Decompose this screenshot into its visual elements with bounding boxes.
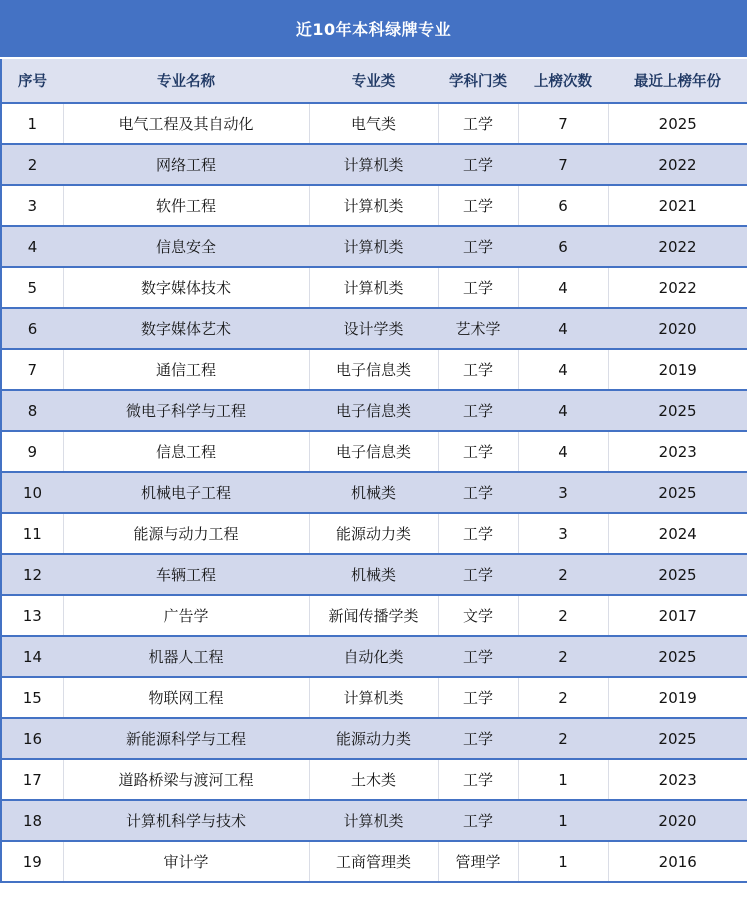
table-row <box>1 226 747 267</box>
row-index-cell: 1 <box>1 103 63 144</box>
table-row <box>1 718 747 759</box>
row-index-cell: 17 <box>1 759 63 800</box>
row-index-cell: 7 <box>1 349 63 390</box>
major-name-cell: 机械电子工程 <box>63 472 309 513</box>
majors-table-body <box>1 103 747 882</box>
row-index-cell: 15 <box>1 677 63 718</box>
table-row <box>1 185 747 226</box>
row-index-cell: 14 <box>1 636 63 677</box>
times-listed-cell: 4 <box>518 349 608 390</box>
recent-year-cell: 2022 <box>608 226 747 267</box>
major-name-cell: 新能源科学与工程 <box>63 718 309 759</box>
header-recent-year: 最近上榜年份 <box>608 59 747 103</box>
header-index: 序号 <box>1 59 63 103</box>
discipline-cell: 艺术学 <box>438 308 518 349</box>
recent-year-cell: 2025 <box>608 554 747 595</box>
discipline-cell: 工学 <box>438 677 518 718</box>
recent-year-cell: 2019 <box>608 349 747 390</box>
major-name-cell: 信息安全 <box>63 226 309 267</box>
major-name-cell: 车辆工程 <box>63 554 309 595</box>
major-class-cell: 计算机类 <box>309 185 438 226</box>
table-row <box>1 841 747 882</box>
table-row <box>1 513 747 554</box>
times-listed-cell: 1 <box>518 759 608 800</box>
table-row <box>1 349 747 390</box>
table-row <box>1 308 747 349</box>
major-class-cell: 计算机类 <box>309 800 438 841</box>
discipline-cell: 工学 <box>438 144 518 185</box>
recent-year-cell: 2023 <box>608 759 747 800</box>
row-index-cell: 12 <box>1 554 63 595</box>
major-class-cell: 电子信息类 <box>309 349 438 390</box>
row-index-cell: 4 <box>1 226 63 267</box>
major-name-cell: 机器人工程 <box>63 636 309 677</box>
times-listed-cell: 2 <box>518 554 608 595</box>
row-index-cell: 11 <box>1 513 63 554</box>
major-class-cell: 能源动力类 <box>309 718 438 759</box>
header-times-listed: 上榜次数 <box>518 59 608 103</box>
table-row <box>1 431 747 472</box>
row-index-cell: 16 <box>1 718 63 759</box>
major-name-cell: 广告学 <box>63 595 309 636</box>
major-class-cell: 设计学类 <box>309 308 438 349</box>
major-class-cell: 能源动力类 <box>309 513 438 554</box>
major-name-cell: 计算机科学与技术 <box>63 800 309 841</box>
major-class-cell: 电子信息类 <box>309 390 438 431</box>
discipline-cell: 工学 <box>438 226 518 267</box>
times-listed-cell: 2 <box>518 718 608 759</box>
discipline-cell: 工学 <box>438 267 518 308</box>
discipline-cell: 文学 <box>438 595 518 636</box>
row-index-cell: 18 <box>1 800 63 841</box>
major-class-cell: 电气类 <box>309 103 438 144</box>
discipline-cell: 工学 <box>438 554 518 595</box>
discipline-cell: 工学 <box>438 349 518 390</box>
times-listed-cell: 7 <box>518 144 608 185</box>
major-name-cell: 数字媒体技术 <box>63 267 309 308</box>
times-listed-cell: 3 <box>518 513 608 554</box>
major-class-cell: 机械类 <box>309 472 438 513</box>
table-title: 近10年本科绿牌专业 <box>295 20 452 39</box>
discipline-cell: 工学 <box>438 185 518 226</box>
recent-year-cell: 2025 <box>608 103 747 144</box>
major-class-cell: 计算机类 <box>309 267 438 308</box>
discipline-cell: 管理学 <box>438 841 518 882</box>
major-name-cell: 审计学 <box>63 841 309 882</box>
times-listed-cell: 6 <box>518 226 608 267</box>
major-class-cell: 计算机类 <box>309 144 438 185</box>
discipline-cell: 工学 <box>438 718 518 759</box>
discipline-cell: 工学 <box>438 759 518 800</box>
row-index-cell: 6 <box>1 308 63 349</box>
recent-year-cell: 2021 <box>608 185 747 226</box>
major-name-cell: 通信工程 <box>63 349 309 390</box>
discipline-cell: 工学 <box>438 103 518 144</box>
times-listed-cell: 3 <box>518 472 608 513</box>
major-name-cell: 网络工程 <box>63 144 309 185</box>
times-listed-cell: 4 <box>518 431 608 472</box>
row-index-cell: 3 <box>1 185 63 226</box>
recent-year-cell: 2025 <box>608 636 747 677</box>
table-row <box>1 636 747 677</box>
times-listed-cell: 1 <box>518 841 608 882</box>
majors-table-header <box>1 59 747 103</box>
times-listed-cell: 4 <box>518 308 608 349</box>
header-major-class: 专业类 <box>309 59 438 103</box>
table-row <box>1 144 747 185</box>
recent-year-cell: 2023 <box>608 431 747 472</box>
major-name-cell: 能源与动力工程 <box>63 513 309 554</box>
row-index-cell: 9 <box>1 431 63 472</box>
header-row <box>1 59 747 103</box>
times-listed-cell: 7 <box>518 103 608 144</box>
major-class-cell: 机械类 <box>309 554 438 595</box>
times-listed-cell: 2 <box>518 636 608 677</box>
times-listed-cell: 4 <box>518 390 608 431</box>
table-row <box>1 267 747 308</box>
recent-year-cell: 2025 <box>608 390 747 431</box>
recent-year-cell: 2017 <box>608 595 747 636</box>
discipline-cell: 工学 <box>438 431 518 472</box>
times-listed-cell: 4 <box>518 267 608 308</box>
recent-year-cell: 2016 <box>608 841 747 882</box>
row-index-cell: 19 <box>1 841 63 882</box>
recent-year-cell: 2022 <box>608 267 747 308</box>
major-name-cell: 物联网工程 <box>63 677 309 718</box>
discipline-cell: 工学 <box>438 800 518 841</box>
discipline-cell: 工学 <box>438 390 518 431</box>
table-row <box>1 800 747 841</box>
major-class-cell: 计算机类 <box>309 226 438 267</box>
recent-year-cell: 2025 <box>608 718 747 759</box>
recent-year-cell: 2020 <box>608 800 747 841</box>
table-title-bar <box>0 0 747 57</box>
major-name-cell: 微电子科学与工程 <box>63 390 309 431</box>
table-row <box>1 472 747 513</box>
table-row <box>1 554 747 595</box>
table-row <box>1 677 747 718</box>
major-name-cell: 道路桥梁与渡河工程 <box>63 759 309 800</box>
row-index-cell: 10 <box>1 472 63 513</box>
row-index-cell: 5 <box>1 267 63 308</box>
header-discipline: 学科门类 <box>438 59 518 103</box>
major-class-cell: 土木类 <box>309 759 438 800</box>
times-listed-cell: 2 <box>518 595 608 636</box>
header-major-name: 专业名称 <box>63 59 309 103</box>
major-class-cell: 计算机类 <box>309 677 438 718</box>
major-name-cell: 信息工程 <box>63 431 309 472</box>
major-class-cell: 电子信息类 <box>309 431 438 472</box>
times-listed-cell: 6 <box>518 185 608 226</box>
major-name-cell: 数字媒体艺术 <box>63 308 309 349</box>
table-row <box>1 595 747 636</box>
recent-year-cell: 2025 <box>608 472 747 513</box>
table-row <box>1 103 747 144</box>
row-index-cell: 13 <box>1 595 63 636</box>
table-row <box>1 759 747 800</box>
row-index-cell: 8 <box>1 390 63 431</box>
discipline-cell: 工学 <box>438 513 518 554</box>
times-listed-cell: 2 <box>518 677 608 718</box>
row-index-cell: 2 <box>1 144 63 185</box>
major-class-cell: 新闻传播学类 <box>309 595 438 636</box>
discipline-cell: 工学 <box>438 472 518 513</box>
table-row <box>1 390 747 431</box>
majors-table <box>0 59 747 883</box>
recent-year-cell: 2020 <box>608 308 747 349</box>
recent-year-cell: 2024 <box>608 513 747 554</box>
recent-year-cell: 2022 <box>608 144 747 185</box>
major-name-cell: 软件工程 <box>63 185 309 226</box>
discipline-cell: 工学 <box>438 636 518 677</box>
major-class-cell: 自动化类 <box>309 636 438 677</box>
recent-year-cell: 2019 <box>608 677 747 718</box>
times-listed-cell: 1 <box>518 800 608 841</box>
major-class-cell: 工商管理类 <box>309 841 438 882</box>
major-name-cell: 电气工程及其自动化 <box>63 103 309 144</box>
